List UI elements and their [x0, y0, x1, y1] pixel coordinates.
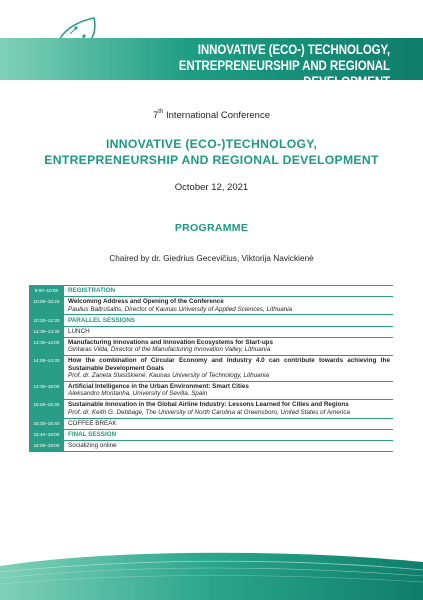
schedule-row	[29, 382, 393, 400]
schedule-time: 9:00–10:00	[29, 286, 65, 296]
schedule-row	[29, 430, 393, 441]
conference-edition	[0, 110, 423, 121]
schedule-content	[65, 400, 393, 417]
schedule-item-title: Manufacturing Innovations and Innovation Ecosystems for Start-ups	[68, 338, 274, 346]
schedule-content	[65, 430, 393, 440]
conference-title	[0, 136, 423, 168]
schedule-item-title: COFFEE BREAK	[68, 419, 117, 427]
footer-wave-decoration	[0, 544, 423, 600]
schedule-row	[29, 297, 393, 315]
schedule-content	[65, 356, 393, 381]
schedule-row	[29, 419, 393, 430]
schedule-row	[29, 286, 393, 297]
schedule-item-title: Artificial Intelligence in the Urban Environment: Smart Cities	[68, 383, 249, 391]
edition-suffix: th	[158, 109, 164, 115]
schedule-item-speaker: Paulius Baltrušaitis, Director of Kaunas University of Applied Sciences, Lithuania	[68, 305, 293, 313]
schedule-time: 14:30–15:00	[29, 382, 65, 399]
schedule-content	[65, 286, 393, 296]
schedule-content	[65, 297, 393, 314]
schedule-content	[65, 419, 393, 429]
schedule-item-speaker: Gintaras Vilda, Director of the Manufacturing Innovation Valley, Lithuania	[68, 346, 271, 354]
schedule-time: 14:00–14:30	[29, 356, 65, 381]
schedule-content	[65, 327, 393, 337]
schedule-time: 13:30–14:00	[29, 338, 65, 355]
header-banner	[0, 0, 423, 89]
schedule-time: 10:00–10:20	[29, 297, 65, 314]
schedule-time: 10:20–12:30	[29, 315, 65, 325]
schedule-item-title: Socializing online	[68, 442, 117, 450]
edition-number: 7	[153, 110, 159, 121]
schedule-item-speaker: Prof. dr. Zaneta Stasiškienė, Kaunas University of Technology, Lithuania	[68, 371, 270, 379]
schedule-table	[29, 285, 393, 452]
schedule-item-title: LUNCH	[68, 327, 90, 335]
header-title-line1: INNOVATIVE (ECO-) TECHNOLOGY,	[197, 42, 390, 57]
schedule-row	[29, 400, 393, 418]
header-title	[106, 42, 390, 90]
schedule-item-title: Sustainable Innovation in the Global Airline Industry: Lessons Learned for Cities and Regions	[68, 401, 349, 409]
programme-heading: PROGRAMME	[174, 222, 249, 234]
conference-title-line1: INNOVATIVE (ECO-)TECHNOLOGY,	[105, 137, 318, 151]
schedule-time: 18:00–19:00	[29, 441, 65, 451]
conference-date: October 12, 2021	[174, 182, 249, 193]
schedule-content	[65, 315, 393, 325]
schedule-row	[29, 356, 393, 382]
schedule-row	[29, 327, 393, 338]
schedule-time: 15:00–15:30	[29, 400, 65, 417]
schedule-time: 15:30–15:40	[29, 419, 65, 429]
schedule-time: 15:40–16:00	[29, 430, 65, 440]
header-title-line2: ENTREPRENEURSHIP AND REGIONAL DEVELOPMENT	[178, 58, 390, 89]
schedule-row	[29, 315, 393, 326]
schedule-item-title: How the combination of Circular Economy and Industry 4.0 can contribute towards achieving the Sustainable Development Goals	[68, 357, 390, 372]
conference-title-line2: ENTREPRENEURSHIP AND REGIONAL DEVELOPMENT	[44, 153, 379, 167]
schedule-item-speaker: Aleksandro Montanha, University of Sevilla, Spain	[68, 390, 208, 398]
chaired-by: Chaired by dr. Giedrius Gecevičius, Viktorija Navickienė	[109, 253, 314, 263]
schedule-row	[29, 441, 393, 452]
schedule-item-speaker: Prof. dr. Keith G. Debbage, The University of North Carolina at Greensboro, United States of America	[68, 408, 350, 416]
schedule-item-title: FINAL SESSION	[68, 430, 117, 438]
schedule-item-title: Welcoming Address and Opening of the Conference	[68, 298, 224, 306]
schedule-item-title: REGISTRATION	[68, 287, 116, 295]
edition-text: International Conference	[163, 110, 270, 121]
schedule-item-title: PARALLEL SESSIONS	[68, 316, 135, 324]
schedule-time: 12:30–13:30	[29, 327, 65, 337]
schedule-content	[65, 382, 393, 399]
schedule-content	[65, 338, 393, 355]
schedule-row	[29, 338, 393, 356]
schedule-content	[65, 441, 393, 451]
